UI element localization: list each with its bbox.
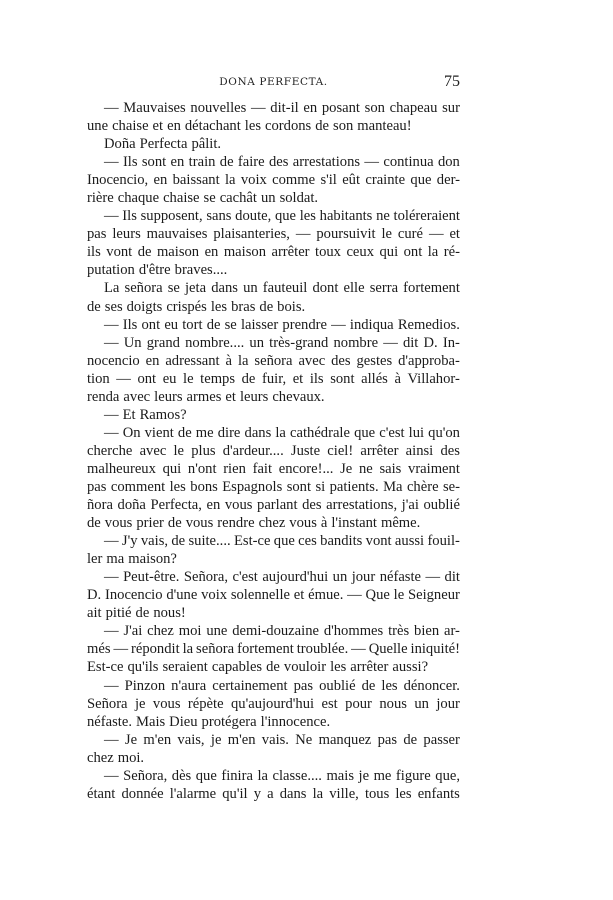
text-line: de vous prier de vous rendre chez vous à l'instant même.: [87, 515, 421, 532]
text-line: une chaise et en détachant les cordons de son manteau!: [87, 118, 412, 135]
text-line: néfaste. Mais Dieu protégera l'innocence.: [87, 713, 331, 730]
text-line: étant donnée l'alarme qu'il y a dans la ville, tous les enfants: [87, 785, 460, 802]
text-line: renda avec leurs armes et leurs chevaux.: [87, 388, 325, 405]
text-line: — Ils ont eu tort de se laisser prendre — indiqua Remedios.: [104, 316, 460, 333]
text-line: pas comment les bons Espagnols sont si patients. Ma chère se-: [87, 478, 460, 495]
text-line: D. Inocencio d'une voix solennelle et émue. — Que le Seigneur: [87, 587, 460, 604]
page-number: 75: [444, 73, 460, 90]
body-text: [87, 99, 460, 803]
page-header: [87, 73, 460, 96]
text-line: — Señora, dès que finira la classe.... mais je me figure que,: [104, 767, 460, 784]
text-line: ils vont de maison en maison arrêter toux ceux qui ont la ré-: [87, 244, 460, 261]
text-line: Est-ce qu'ils seraient capables de vouloir les arrêter aussi?: [87, 659, 429, 676]
text-line: Doña Perfecta pâlit.: [104, 136, 222, 153]
text-line: — Ils sont en train de faire des arrestations — continua don: [104, 154, 460, 171]
text-line: — Pinzon n'aura certainement pas oublié de les dénoncer.: [104, 677, 460, 694]
text-line: — Je m'en vais, je m'en vais. Ne manquez pas de passer: [104, 731, 460, 748]
text-line: Señora je vous répète qu'aujourd'hui est pour nous un jour: [87, 695, 460, 712]
text-line: — Mauvaises nouvelles — dit-il en posant son chapeau sur: [104, 100, 460, 116]
text-line: — Ils supposent, sans doute, que les habitants ne toléreraient: [104, 208, 460, 225]
text-line: — On vient de me dire dans la cathédrale que c'est lui qu'on: [104, 424, 460, 441]
text-line: — Peut-être. Señora, c'est aujourd'hui un jour néfaste — dit: [104, 569, 460, 586]
text-line: tion — ont eu le temps de fuir, et ils sont allés à Villahor-: [87, 370, 460, 387]
text-line: nocencio en adressant à la señora avec des gestes d'approba-: [87, 352, 460, 369]
text-line: rière chaque chaise se cachât un soldat.: [87, 190, 319, 207]
text-line: ñora doña Perfecta, en vous parlant des arrestations, j'ai oublié: [87, 497, 460, 514]
text-line: — Et Ramos?: [104, 406, 187, 423]
text-line: ait pitié de nous!: [87, 605, 186, 622]
text-line: Inocencio, en baissant la voix comme s'il eût crainte que der-: [87, 172, 460, 189]
text-line: pas leurs mauvaises plaisanteries, — poursuivit le curé — et: [87, 226, 460, 243]
text-line: més — répondit la señora fortement troublée. — Quelle iniquité!: [87, 641, 460, 658]
text-line: — Un grand nombre.... un très-grand nombre — dit D. In-: [104, 334, 460, 351]
text-line: La señora se jeta dans un fauteuil dont elle serra fortement: [104, 280, 460, 297]
running-title: DONA PERFECTA.: [219, 76, 328, 88]
text-line: — J'y vais, de suite.... Est-ce que ces bandits vont aussi fouil-: [104, 533, 460, 550]
text-line: putation d'être braves....: [87, 262, 228, 279]
text-line: ler ma maison?: [87, 551, 177, 568]
text-line: — J'ai chez moi une demi-douzaine d'hommes très bien ar-: [104, 623, 460, 640]
text-line: cherche avec le plus d'ardeur.... Juste ciel! arrêter ainsi des: [87, 442, 460, 459]
text-line: de ses doigts crispés les bras de bois.: [87, 298, 306, 315]
text-line: malheureux qui n'ont rien fait encore!... Je ne sais vraiment: [87, 460, 460, 477]
text-line: chez moi.: [87, 749, 145, 766]
